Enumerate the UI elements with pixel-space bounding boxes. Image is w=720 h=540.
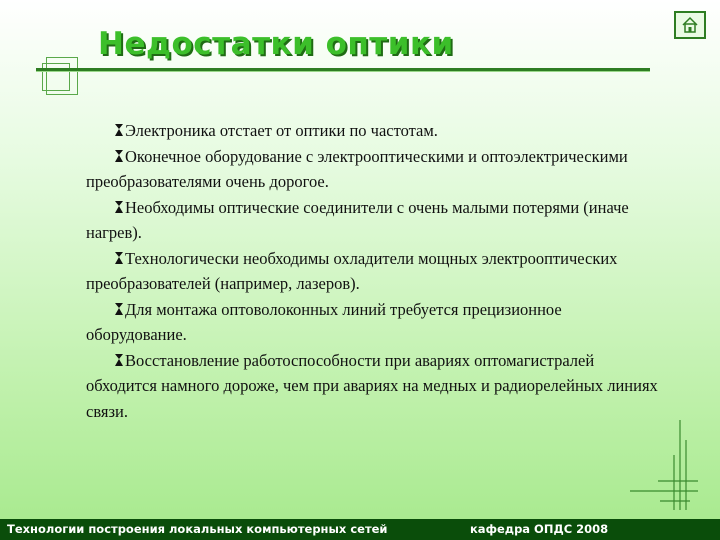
bullet-icon (114, 251, 124, 265)
list-item-text: Оконечное оборудование с электрооптическими и оптоэлектрическими преобразователями очень дорогое. (86, 146, 628, 191)
bullet-icon (114, 302, 124, 316)
footer-bar (0, 519, 720, 540)
home-button[interactable] (674, 11, 706, 39)
bullet-icon (114, 353, 124, 367)
bullet-icon (114, 123, 124, 137)
list-item (86, 297, 666, 348)
list-item-text: Восстановление работоспособности при авариях оптомагистралей обходится намного дороже, чем при авариях на медных и радиорелейных линиях связи. (86, 350, 658, 421)
bullet-icon (114, 200, 124, 214)
list-item (86, 195, 666, 246)
bullet-icon (114, 149, 124, 163)
home-icon (681, 16, 699, 34)
footer-course-title: Технологии построения локальных компьютерных сетей (7, 522, 388, 536)
slide-title: Недостатки оптики (98, 26, 454, 62)
list-item (86, 144, 666, 195)
bullet-list (86, 118, 666, 424)
list-item (86, 246, 666, 297)
list-item-text: Для монтажа оптоволоконных линий требуется прецизионное оборудование. (86, 299, 562, 344)
list-item-text: Электроника отстает от оптики по частотам. (125, 121, 438, 140)
list-item (86, 348, 666, 425)
title-divider (36, 68, 650, 72)
decorative-lines (620, 415, 710, 515)
list-item-text: Технологически необходимы охладители мощных электрооптических преобразователей (например, лазеров). (86, 248, 618, 293)
list-item-text: Необходимы оптические соединители с очень малыми потерями (иначе нагрев). (86, 197, 629, 242)
list-item (86, 118, 666, 144)
footer-department: кафедра ОПДС 2008 (470, 522, 609, 536)
